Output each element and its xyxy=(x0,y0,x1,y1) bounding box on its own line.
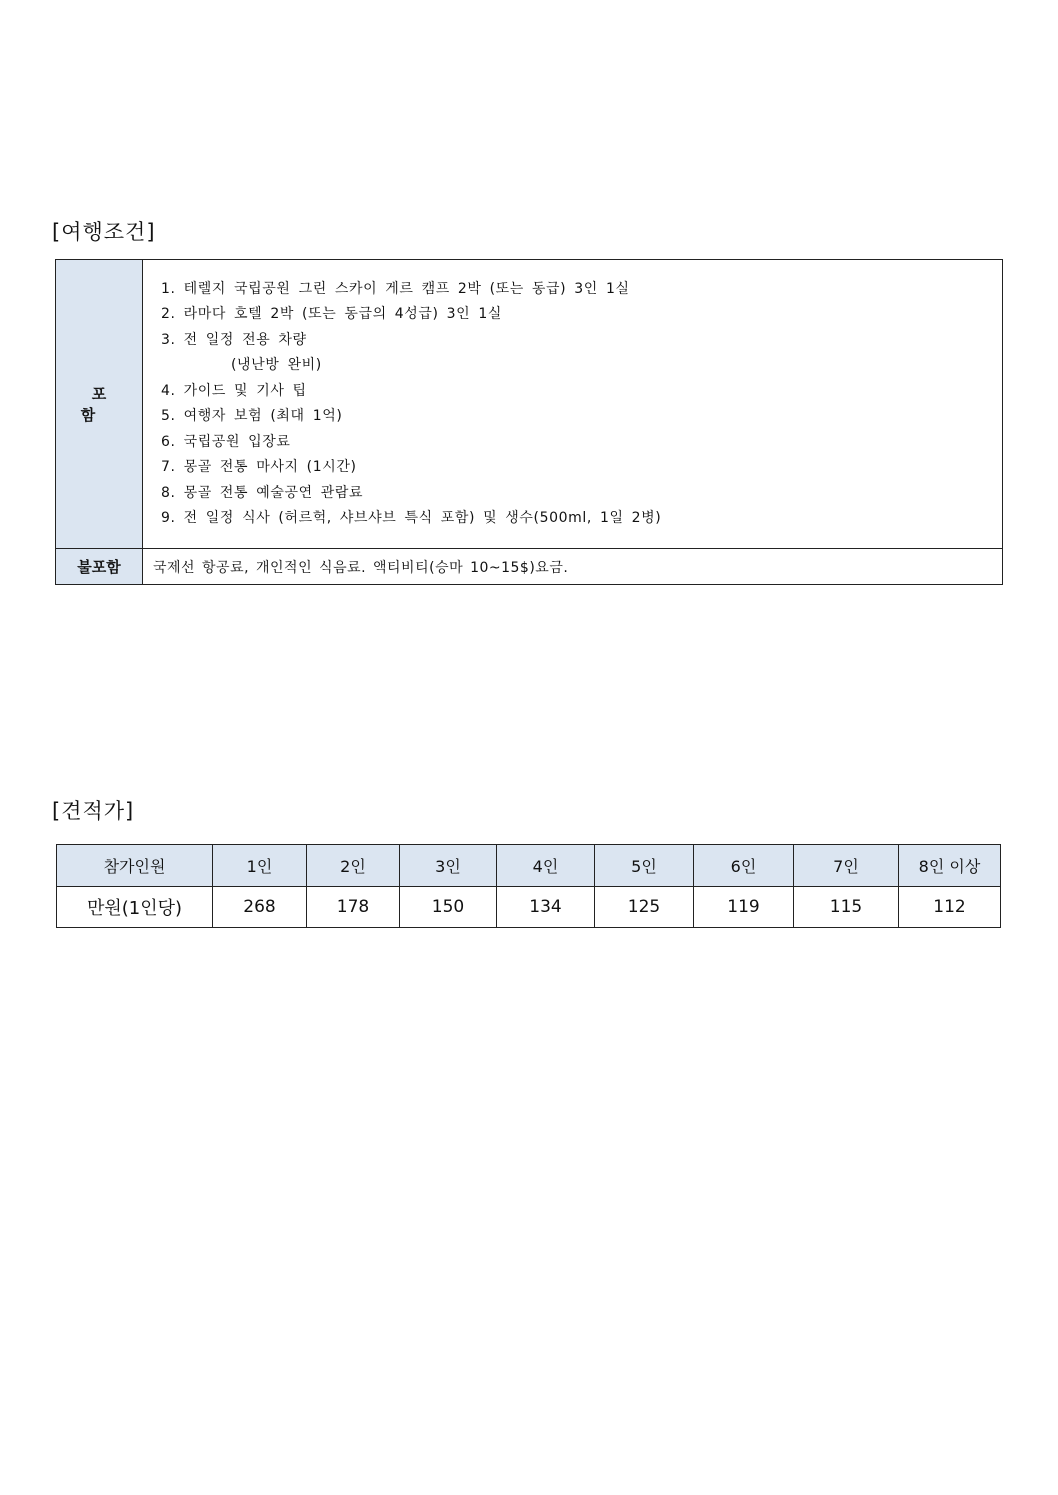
included-item: 2. 라마다 호텔 2박 (또는 동급의 4성급) 3인 1실 xyxy=(161,306,502,322)
header-cell: 4인 xyxy=(497,845,595,887)
header-cell: 1인 xyxy=(213,845,307,887)
price-cell: 112 xyxy=(899,887,1001,928)
excluded-row xyxy=(56,549,1003,585)
included-label-cell xyxy=(56,260,143,549)
price-cell: 150 xyxy=(400,887,497,928)
price-cell: 119 xyxy=(694,887,794,928)
price-cell: 125 xyxy=(595,887,694,928)
included-row xyxy=(56,260,1003,549)
included-item: 1. 테렐지 국립공원 그린 스카이 게르 캠프 2박 (또는 동급) 3인 1실 xyxy=(161,280,630,297)
quote-price-row xyxy=(57,887,1001,928)
header-cell: 2인 xyxy=(307,845,400,887)
conditions-section-title: [여행조건] xyxy=(52,220,156,244)
header-cell-participants: 참가인원 xyxy=(57,845,213,887)
excluded-label: 불포함 xyxy=(56,549,143,585)
quote-header-row xyxy=(57,845,1001,887)
header-cell: 8인 이상 xyxy=(899,845,1001,887)
price-cell: 178 xyxy=(307,887,400,928)
included-item: 4. 가이드 및 기사 팁 xyxy=(161,382,307,399)
included-item: 6. 국립공원 입장료 xyxy=(161,433,291,450)
price-cell: 268 xyxy=(213,887,307,928)
included-item: 3. 전 일정 전용 차량 xyxy=(161,331,307,348)
included-item: 7. 몽골 전통 마사지 (1시간) xyxy=(161,459,357,475)
header-cell: 5인 xyxy=(595,845,694,887)
included-label: 포 함 xyxy=(80,385,129,424)
included-item: 8. 몽골 전통 예술공연 관람료 xyxy=(161,484,364,501)
header-cell: 6인 xyxy=(694,845,794,887)
included-item: 5. 여행자 보험 (최대 1억) xyxy=(161,408,343,424)
quote-section-title: [견적가] xyxy=(52,799,135,823)
price-cell: 134 xyxy=(497,887,595,928)
conditions-table xyxy=(55,259,1003,585)
included-list xyxy=(161,277,1002,532)
included-item: 9. 전 일정 식사 (허르헉, 샤브샤브 특식 포함) 및 생수(500ml, 1일 2병) xyxy=(161,510,662,526)
excluded-content: 국제선 항공료, 개인적인 식음료. 액티비티(승마 10~15$)요금. xyxy=(143,549,1003,585)
included-item-note: (냉난방 완비) xyxy=(231,357,322,373)
header-cell: 7인 xyxy=(794,845,899,887)
price-cell: 115 xyxy=(794,887,899,928)
included-content-cell xyxy=(143,260,1003,549)
quote-table xyxy=(56,844,1001,928)
price-row-label: 만원(1인당) xyxy=(57,887,213,928)
header-cell: 3인 xyxy=(400,845,497,887)
